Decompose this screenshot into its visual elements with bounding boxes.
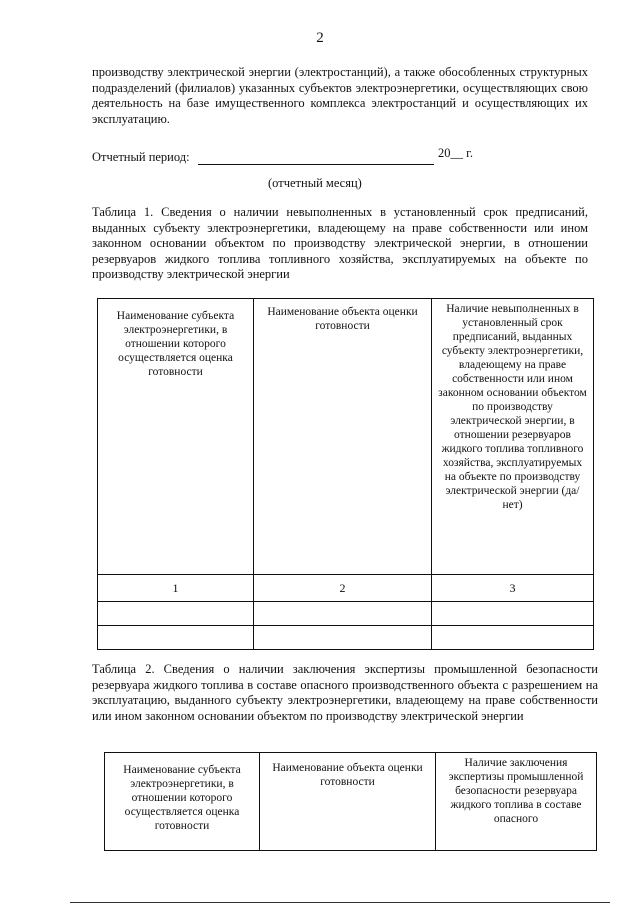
table2-header-row [105,753,597,851]
table1 [97,298,594,650]
intro-paragraph: производству электрической энергии (электростанций), а также обособленных структурных подразделений (филиалов) указанных субъектов электроэнергетики, осуществляющих свою деятельность на базе имущественного комплекса электростанций и осуществляющих их эксплуатацию. [92,65,588,126]
table1-header-row [98,299,594,575]
table2 [104,752,597,851]
table-cell [432,602,594,626]
table1-caption: Таблица 1. Сведения о наличии невыполненных в установленный срок предписаний, выданных субъекту электроэнергетики, владеющему на праве собственности или ином законном основании объектом по производству электрической энергии, в отношении резервуаров жидкого топлива топливного хозяйства, эксплуатируемых на объекте по производству электрической энергии [92,205,588,281]
reporting-period-blank-line [198,164,434,165]
reporting-period-caption: (отчетный месяц) [268,176,362,190]
table1-col-number: 1 [98,575,254,602]
table-row [98,626,594,650]
table1-col-number: 2 [254,575,432,602]
table1-number-row [98,575,594,602]
page-bottom-edge [70,902,610,903]
table1-header-orders: Наличие невыполненных в установленный срок предписаний, выданных субъекту электроэнергетики, владеющему на праве собственности или ином законном основании объектом по производству электрической энергии, в отношении резервуаров жидкого топлива топливного хозяйства, эксплуатируемых на объекте по производству электрической энергии (да/нет) [432,299,594,575]
table1-header-object: Наименование объекта оценки готовности [254,299,432,575]
table1-header-subject: Наименование субъекта электроэнергетики, в отношении которого осуществляется оценка готовности [98,299,254,575]
table-cell [98,626,254,650]
table2-header-subject: Наименование субъекта электроэнергетики, в отношении которого осуществляется оценка готовности [105,753,260,851]
table-cell [432,626,594,650]
page-number: 2 [316,30,324,46]
table-cell [98,602,254,626]
table1-col-number: 3 [432,575,594,602]
table2-header-object: Наименование объекта оценки готовности [260,753,436,851]
reporting-period-year: 20__ г. [438,146,473,160]
table-row [98,602,594,626]
table2-header-expertise: Наличие заключения экспертизы промышленной безопасности резервуара жидкого топлива в составе опасного [436,753,597,851]
reporting-period-label: Отчетный период: [92,150,190,164]
table-cell [254,626,432,650]
table-cell [254,602,432,626]
table2-caption: Таблица 2. Сведения о наличии заключения экспертизы промышленной безопасности резервуара жидкого топлива в составе опасного производственного объекта с разрешением на эксплуатацию, выданного субъекту электроэнергетики, владеющему на праве собственности или ином законном основании объектом по производству электрической энергии [92,662,598,723]
